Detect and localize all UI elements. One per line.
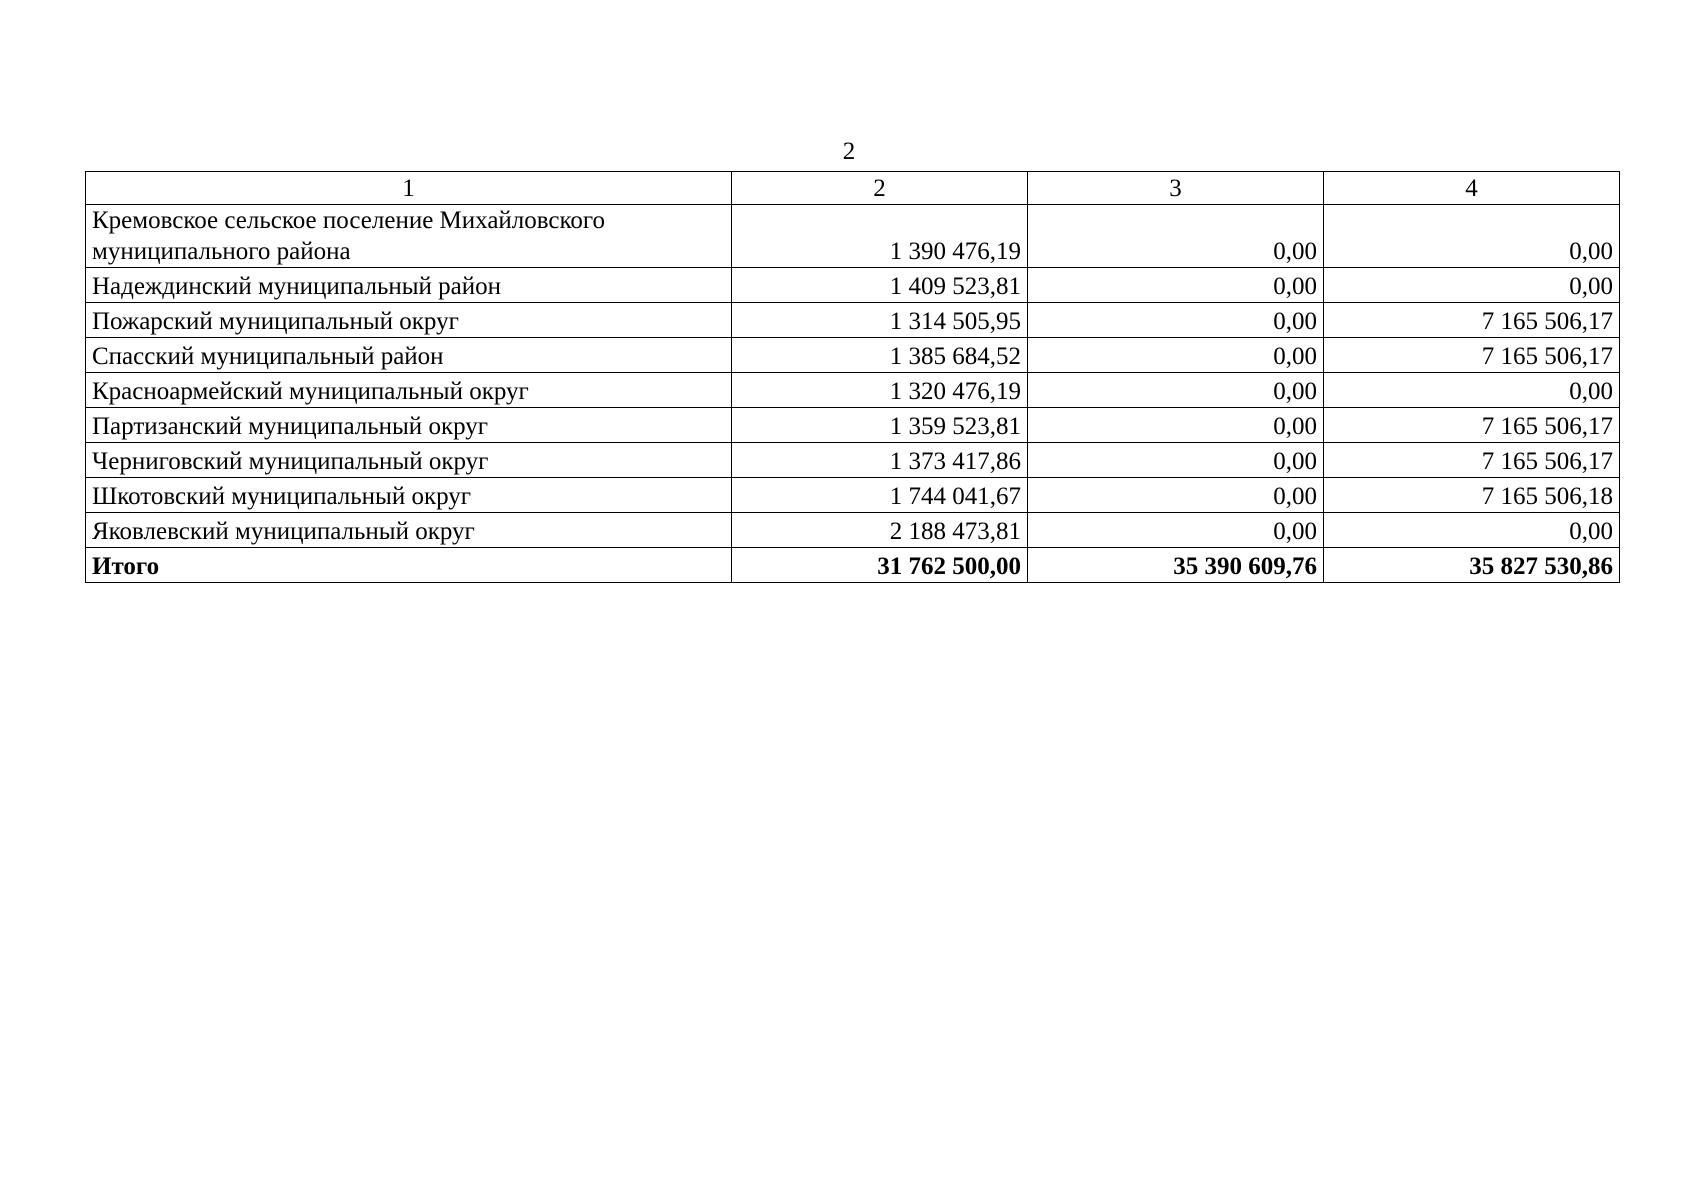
value-cell: 0,00 [1324,268,1620,303]
value-cell: 0,00 [1028,303,1324,338]
table-row [86,303,1620,338]
value-cell: 7 165 506,17 [1324,338,1620,373]
value-cell: 0,00 [1028,408,1324,443]
value-cell: 2 188 473,81 [732,513,1028,548]
value-cell: 0,00 [1324,513,1620,548]
total-value: 35 390 609,76 [1028,548,1324,583]
value-cell: 0,00 [1028,478,1324,513]
value-cell: 0,00 [1028,513,1324,548]
municipality-name: Пожарский муниципальный округ [86,303,732,338]
table-row [86,205,1620,268]
header-cell: 1 [86,172,732,205]
page-number: 2 [842,138,856,165]
value-cell: 7 165 506,18 [1324,478,1620,513]
table-header-row [86,172,1620,205]
municipality-name: Спасский муниципальный район [86,338,732,373]
municipality-name: Яковлевский муниципальный округ [86,513,732,548]
table-row [86,268,1620,303]
municipality-name: Шкотовский муниципальный округ [86,478,732,513]
value-cell: 1 320 476,19 [732,373,1028,408]
municipality-name: Надеждинский муниципальный район [86,268,732,303]
value-cell: 1 409 523,81 [732,268,1028,303]
value-cell: 0,00 [1028,268,1324,303]
value-cell: 7 165 506,17 [1324,408,1620,443]
table-row [86,443,1620,478]
municipality-name: Черниговский муниципальный округ [86,443,732,478]
value-cell: 7 165 506,17 [1324,443,1620,478]
value-cell: 0,00 [1028,338,1324,373]
value-cell: 0,00 [1324,205,1620,268]
value-cell: 1 390 476,19 [732,205,1028,268]
total-value: 35 827 530,86 [1324,548,1620,583]
value-cell: 0,00 [1028,373,1324,408]
table-row [86,478,1620,513]
total-value: 31 762 500,00 [732,548,1028,583]
header-cell: 4 [1324,172,1620,205]
value-cell: 0,00 [1028,443,1324,478]
value-cell: 0,00 [1028,205,1324,268]
value-cell: 1 385 684,52 [732,338,1028,373]
total-row [86,548,1620,583]
table-row [86,338,1620,373]
value-cell: 0,00 [1324,373,1620,408]
total-label: Итого [86,548,732,583]
value-cell: 1 373 417,86 [732,443,1028,478]
table-row [86,513,1620,548]
municipality-name: Кремовское сельское поселение Михайловского муниципального района [86,205,732,268]
municipality-name: Партизанский муниципальный округ [86,408,732,443]
value-cell: 1 314 505,95 [732,303,1028,338]
data-table [85,171,1620,583]
municipality-name: Красноармейский муниципальный округ [86,373,732,408]
value-cell: 1 744 041,67 [732,478,1028,513]
value-cell: 1 359 523,81 [732,408,1028,443]
header-cell: 2 [732,172,1028,205]
value-cell: 7 165 506,17 [1324,303,1620,338]
table-row [86,408,1620,443]
header-cell: 3 [1028,172,1324,205]
table-row [86,373,1620,408]
